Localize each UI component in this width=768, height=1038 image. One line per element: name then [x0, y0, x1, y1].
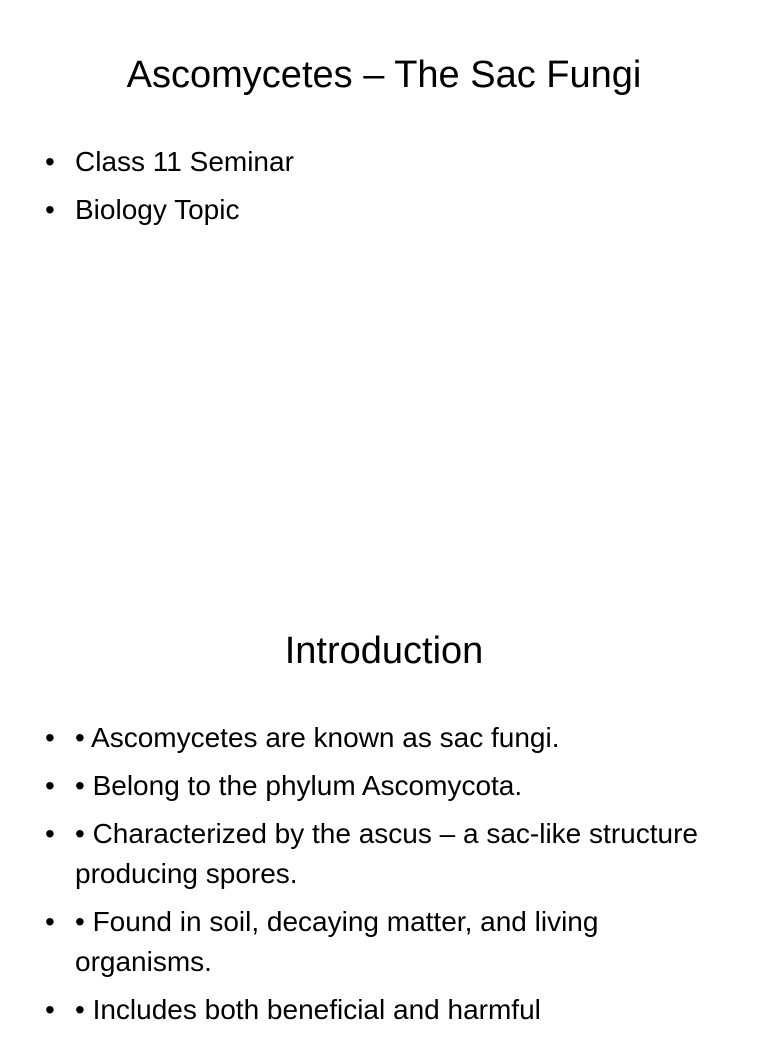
bullet-item [45, 814, 725, 894]
bullet-text: • Characterized by the ascus – a sac-like structure producing spores. [75, 818, 698, 889]
bullet-item [45, 766, 725, 806]
bullet-dot-icon: • [45, 770, 55, 801]
bullet-text: Biology Topic [75, 194, 240, 225]
bullet-text: • Ascomycetes are known as sac fungi. [75, 722, 560, 753]
slide-introduction-bullet-list [45, 718, 725, 1038]
bullet-text: • Found in soil, decaying matter, and living organisms. [75, 906, 599, 977]
bullet-dot-icon: • [45, 818, 55, 849]
bullet-dot-icon: • [45, 722, 55, 753]
bullet-item [45, 718, 725, 758]
bullet-dot-icon: • [45, 194, 55, 225]
bullet-text: • Belong to the phylum Ascomycota. [75, 770, 523, 801]
bullet-dot-icon: • [45, 146, 55, 177]
bullet-item [45, 902, 725, 982]
bullet-text: Class 11 Seminar [75, 146, 294, 177]
bullet-item [45, 990, 725, 1030]
slide-title-heading: Ascomycetes – The Sac Fungi [126, 54, 642, 96]
bullet-dot-icon: • [45, 994, 55, 1025]
slide-introduction [0, 576, 768, 1024]
bullet-item [45, 190, 725, 230]
slide-title-bullet-list [45, 142, 725, 238]
slide-introduction-heading: Introduction [284, 630, 484, 672]
bullet-item [45, 142, 725, 182]
bullet-text: • Includes both beneficial and harmful [75, 994, 541, 1025]
bullet-dot-icon: • [45, 906, 55, 937]
